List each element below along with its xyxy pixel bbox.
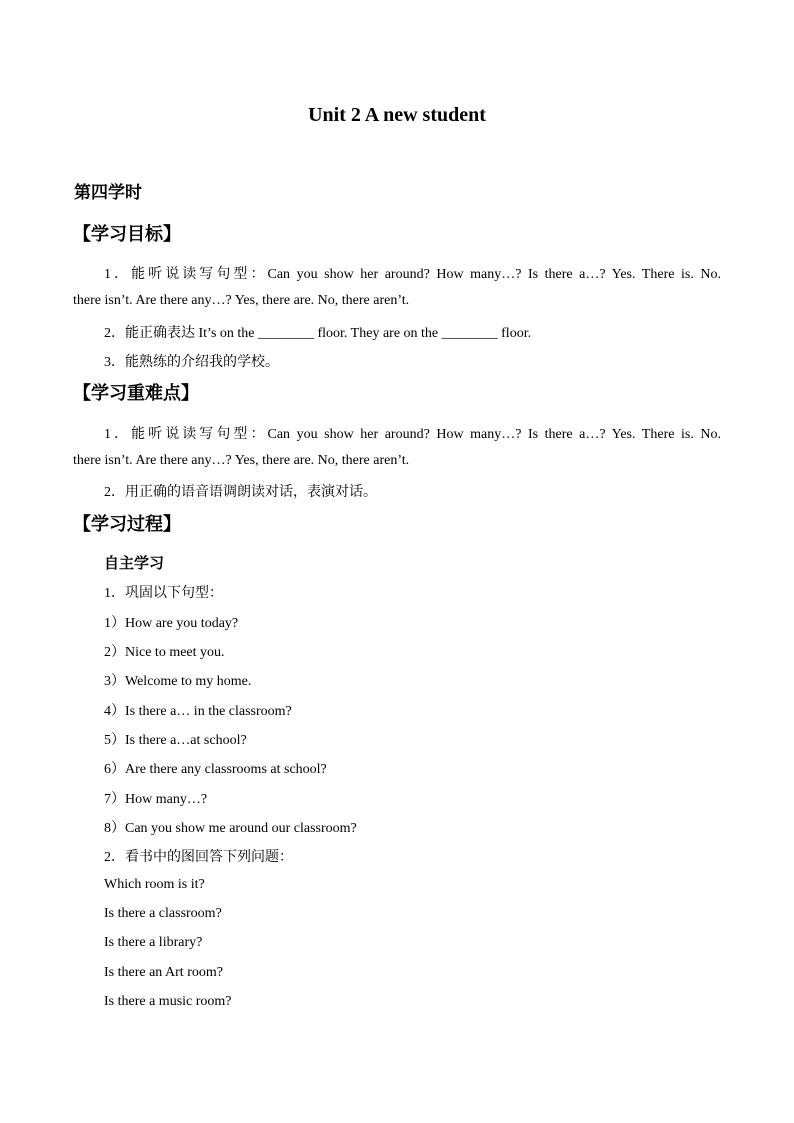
process-heading: 【学习过程】 xyxy=(73,514,181,534)
question-item: Which room is it? xyxy=(104,877,205,892)
sentence-item: 5）Is there a…at school? xyxy=(104,733,247,748)
question-item: Is there a classroom? xyxy=(104,906,222,921)
sentence-item: 8）Can you show me around our classroom? xyxy=(104,821,357,836)
sentence-item: 7）How many…? xyxy=(104,792,208,807)
goals-heading: 【学习目标】 xyxy=(73,224,181,244)
goals-line-3: 2．能正确表达 It’s on the ________ floor. They are on the ________ floor. xyxy=(104,326,532,341)
document-title: Unit 2 A new student xyxy=(308,104,486,126)
sentence-item: 3）Welcome to my home. xyxy=(104,674,252,689)
goals-line-2: there isn’t. Are there any…? Yes, there are. No, there aren’t. xyxy=(73,293,410,308)
key-points-line-1: 1．能听说读写句型：Can you show her around? How many…? Is there a…? Yes. There is. No. xyxy=(104,427,721,442)
question-item: Is there a library? xyxy=(104,935,203,950)
key-points-heading: 【学习重难点】 xyxy=(73,383,199,403)
sentence-item: 4）Is there a… in the classroom? xyxy=(104,704,292,719)
self-study-subheading: 自主学习 xyxy=(104,556,165,572)
key-points-line-2: there isn’t. Are there any…? Yes, there are. No, there aren’t. xyxy=(73,453,410,468)
question-item: Is there a music room? xyxy=(104,994,232,1009)
lesson-label: 第四学时 xyxy=(74,183,142,202)
key-points-line-3: 2．用正确的语音语调朗读对话，表演对话。 xyxy=(104,485,377,500)
task-1-label: 1．巩固以下句型： xyxy=(104,586,223,601)
goals-line-4: 3．能熟练的介绍我的学校。 xyxy=(104,355,279,370)
goals-line-1: 1．能听说读写句型：Can you show her around? How many…? Is there a…? Yes. There is. No. xyxy=(104,267,721,282)
sentence-item: 2）Nice to meet you. xyxy=(104,645,225,660)
question-item: Is there an Art room? xyxy=(104,965,223,980)
sentence-item: 1）How are you today? xyxy=(104,616,239,631)
task-2-label: 2．看书中的图回答下列问题： xyxy=(104,850,293,865)
sentence-item: 6）Are there any classrooms at school? xyxy=(104,762,327,777)
